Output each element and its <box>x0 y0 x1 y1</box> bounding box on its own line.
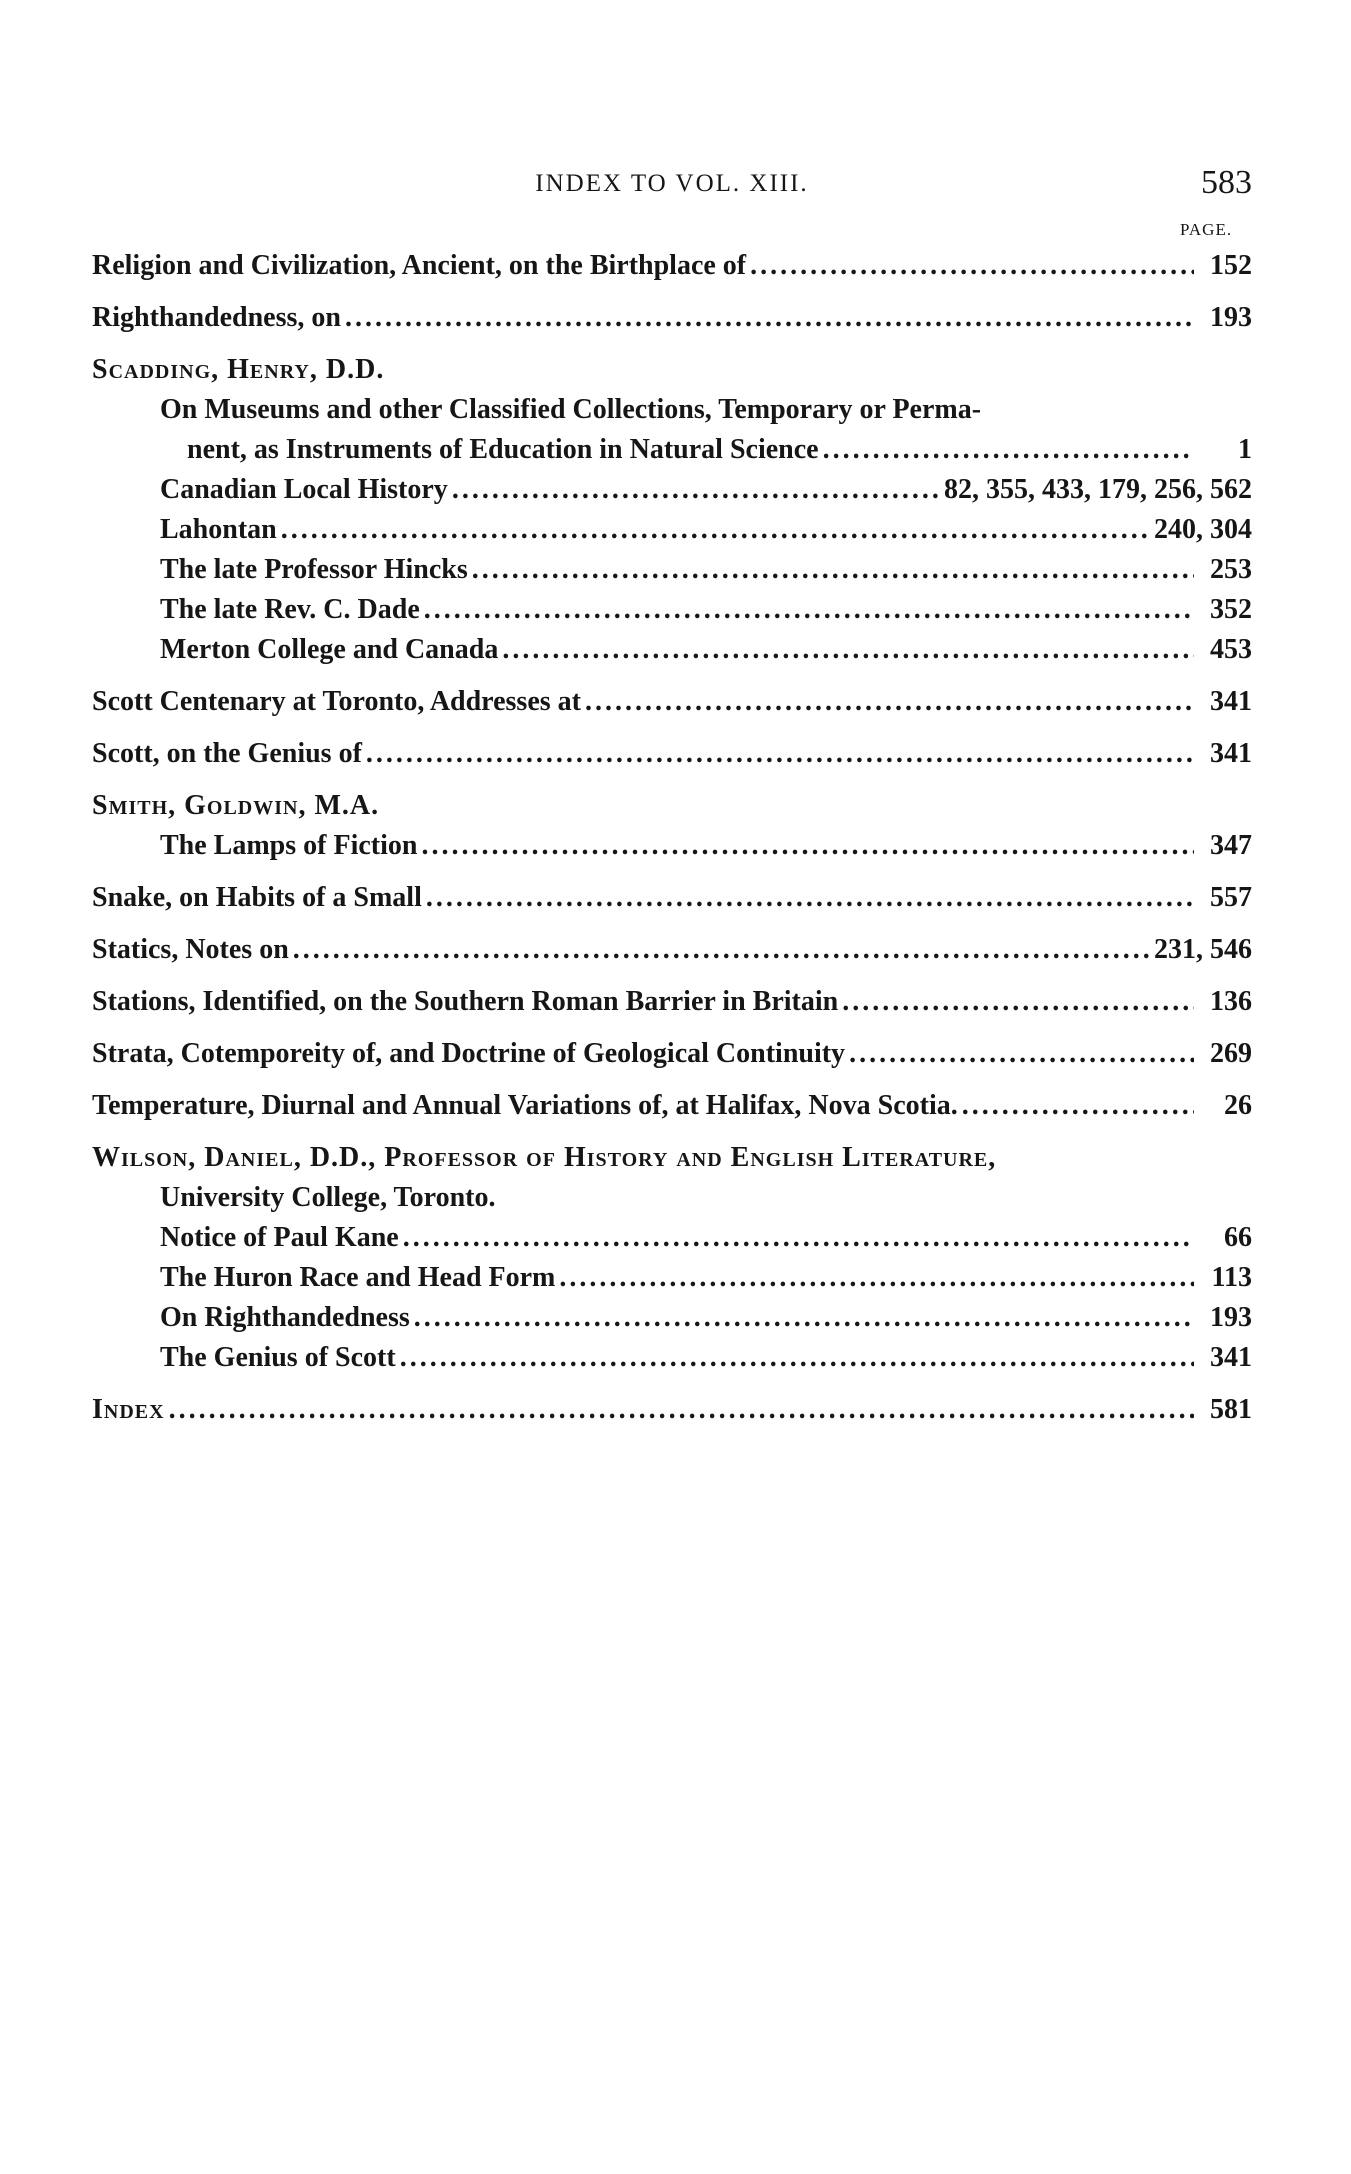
entry-text: The Lamps of Fiction <box>160 830 418 861</box>
index-subline <box>92 630 1252 670</box>
entry-text: The Genius of Scott <box>160 1342 396 1373</box>
page-column-label: PAGE. <box>1180 220 1233 239</box>
dot-leader <box>585 682 1194 722</box>
entry-page: 82, 355, 433, 179, 256, 562 <box>944 474 1252 505</box>
index-line <box>92 682 1252 722</box>
index-entry <box>92 298 1252 338</box>
entry-text: On Righthandedness <box>160 1302 410 1333</box>
index-line <box>92 878 1252 918</box>
dot-leader <box>559 1258 1194 1298</box>
page-header <box>92 164 1252 210</box>
index-subline <box>92 1298 1252 1338</box>
entry-text: Snake, on Habits of a Small <box>92 882 422 913</box>
entry-text: Notice of Paul Kane <box>160 1222 399 1253</box>
index-subline <box>92 390 1252 430</box>
index-subline <box>92 510 1252 550</box>
entry-page: 341 <box>1210 738 1252 769</box>
index-subline <box>92 1258 1252 1298</box>
index-line <box>92 1086 1252 1126</box>
index-line <box>92 982 1252 1022</box>
entry-text: Lahontan <box>160 514 277 545</box>
index-entry <box>92 246 1252 286</box>
entry-page: 453 <box>1210 634 1252 665</box>
entry-text: The late Professor Hincks <box>160 554 468 585</box>
entry-text: On Museums and other Classified Collections, Temporary or Perma- <box>160 394 982 425</box>
entry-page: 193 <box>1210 302 1252 333</box>
entry-text: Merton College and Canada <box>160 634 499 665</box>
dot-leader <box>823 430 1194 470</box>
dot-leader <box>426 878 1194 918</box>
entry-page: 269 <box>1210 1038 1252 1069</box>
entry-page: 1 <box>1238 434 1252 465</box>
dot-leader <box>293 930 1150 970</box>
entry-page: 152 <box>1210 250 1252 281</box>
author-name: Smith, Goldwin, M.A. <box>92 790 380 821</box>
index-subline <box>92 550 1252 590</box>
index-entry <box>92 930 1252 970</box>
page-number: 583 <box>1201 164 1252 201</box>
dot-leader <box>849 1034 1194 1074</box>
entry-text: nent, as Instruments of Education in Natural Science <box>187 434 819 465</box>
dot-leader <box>281 510 1150 550</box>
entry-text: Scott Centenary at Toronto, Addresses at <box>92 686 581 717</box>
entry-text: Strata, Cotemporeity of, and Doctrine of Geological Continuity <box>92 1038 846 1069</box>
entry-text: Scott, on the Genius of <box>92 738 362 769</box>
dot-leader <box>169 1390 1194 1430</box>
entry-page: 347 <box>1210 830 1252 861</box>
dot-leader <box>400 1338 1194 1378</box>
author-affiliation <box>92 1178 1252 1218</box>
index-line <box>92 246 1252 286</box>
index-entry <box>92 982 1252 1022</box>
index-subline <box>92 430 1252 470</box>
entry-page: 352 <box>1210 594 1252 625</box>
index-entry <box>92 786 1252 866</box>
index-subline <box>92 1338 1252 1378</box>
entry-text: Religion and Civilization, Ancient, on the Birthplace of <box>92 250 747 281</box>
entry-page: 341 <box>1210 1342 1252 1373</box>
author-name: Scadding, Henry, D.D. <box>92 354 385 385</box>
entry-page: 231, 546 <box>1154 934 1252 965</box>
entry-text: Righthandedness, on <box>92 302 341 333</box>
index-list <box>92 246 1252 1430</box>
index-line <box>92 298 1252 338</box>
index-entry <box>92 1034 1252 1074</box>
index-line <box>92 734 1252 774</box>
index-line <box>92 1034 1252 1074</box>
entry-page: 136 <box>1210 986 1252 1017</box>
entry-text: Temperature, Diurnal and Annual Variations of, at Halifax, Nova Scotia. <box>92 1090 958 1121</box>
index-line <box>92 1390 1252 1430</box>
entry-text: Statics, Notes on <box>92 934 289 965</box>
entry-text: The Huron Race and Head Form <box>160 1262 556 1293</box>
index-entry <box>92 878 1252 918</box>
dot-leader <box>421 826 1194 866</box>
dot-leader <box>472 550 1194 590</box>
running-title: INDEX TO VOL. XIII. <box>535 170 809 197</box>
index-subline <box>92 1218 1252 1258</box>
dot-leader <box>403 1218 1194 1258</box>
index-subline <box>92 470 1252 510</box>
entry-text: Canadian Local History <box>160 474 448 505</box>
dot-leader <box>842 982 1194 1022</box>
index-subline <box>92 826 1252 866</box>
dot-leader <box>366 734 1194 774</box>
index-subline <box>92 590 1252 630</box>
dot-leader <box>962 1086 1194 1126</box>
dot-leader <box>345 298 1194 338</box>
index-entry <box>92 1390 1252 1430</box>
index-entry <box>92 1086 1252 1126</box>
author-heading <box>92 350 1252 390</box>
index-line <box>92 930 1252 970</box>
entry-page: 26 <box>1224 1090 1252 1121</box>
index-entry <box>92 350 1252 670</box>
dot-leader <box>452 470 940 510</box>
entry-page: 113 <box>1211 1262 1252 1293</box>
dot-leader <box>424 590 1194 630</box>
index-entry <box>92 734 1252 774</box>
entry-page: 341 <box>1210 686 1252 717</box>
author-heading <box>92 786 1252 826</box>
dot-leader <box>502 630 1194 670</box>
entry-page: 557 <box>1210 882 1252 913</box>
entry-page: 253 <box>1210 554 1252 585</box>
entry-text: The late Rev. C. Dade <box>160 594 420 625</box>
entry-page: 240, 304 <box>1154 514 1252 545</box>
entry-text: Index <box>92 1394 165 1425</box>
author-name: Wilson, Daniel, D.D., Professor of History and English Literature, <box>92 1142 997 1173</box>
dot-leader <box>414 1298 1194 1338</box>
index-entry <box>92 1138 1252 1378</box>
entry-text: Stations, Identified, on the Southern Roman Barrier in Britain <box>92 986 839 1017</box>
author-affiliation-text: University College, Toronto. <box>160 1182 496 1213</box>
entry-page: 581 <box>1210 1394 1252 1425</box>
author-heading <box>92 1138 1252 1178</box>
entry-page: 66 <box>1224 1222 1252 1253</box>
index-entry <box>92 682 1252 722</box>
dot-leader <box>750 246 1194 286</box>
entry-page: 193 <box>1210 1302 1252 1333</box>
